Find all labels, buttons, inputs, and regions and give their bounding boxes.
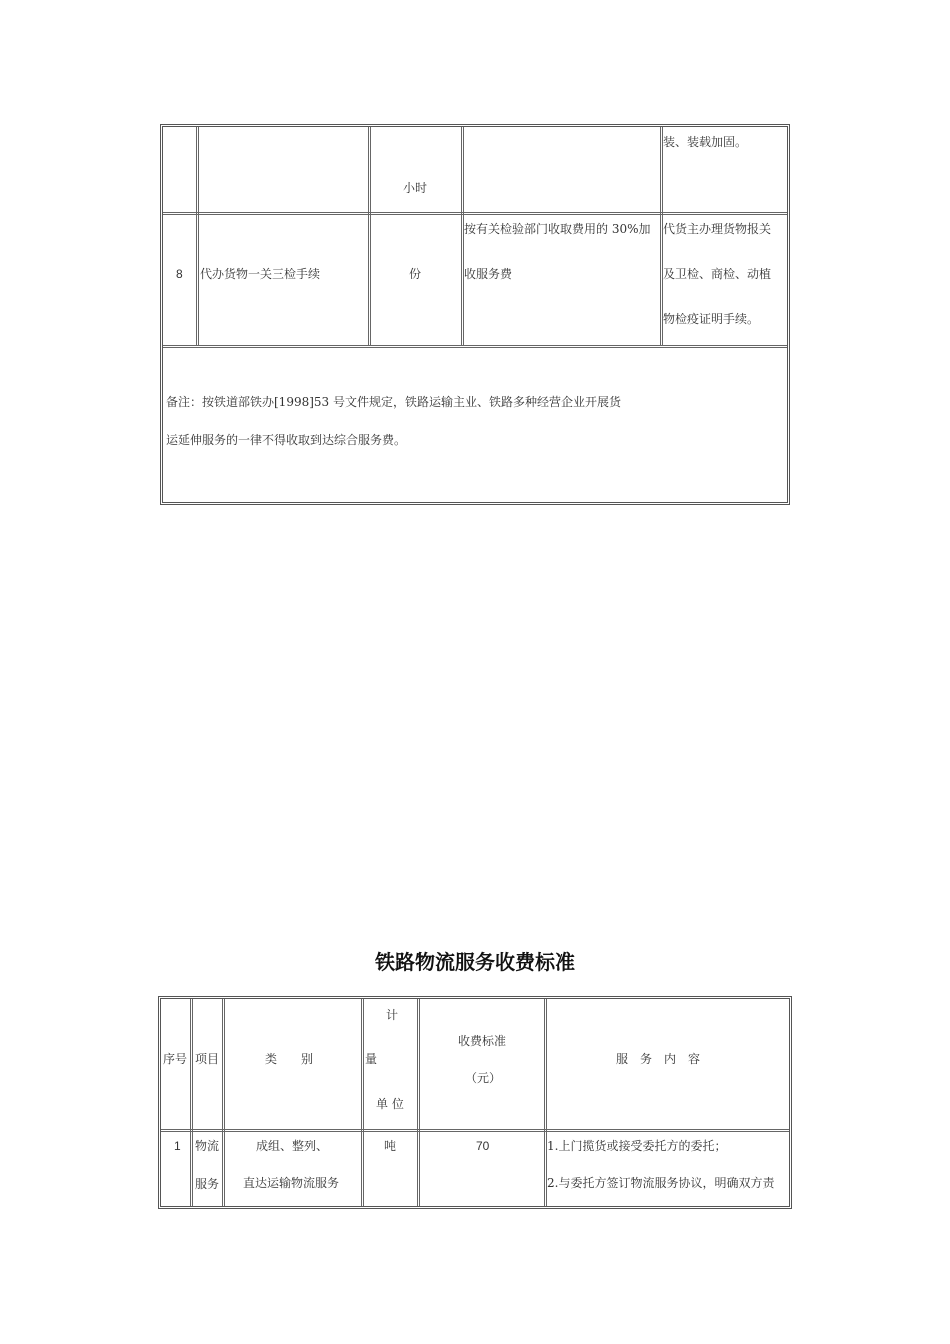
column-divider — [463, 127, 464, 345]
content-cell: 物检疫证明手续。 — [663, 312, 760, 326]
header-fee: （元） — [465, 1071, 502, 1085]
header-category: 类 别 — [265, 1052, 314, 1066]
content-cell: 2.与委托方签订物流服务协议，明确双方责 — [547, 1176, 775, 1190]
column-divider — [417, 999, 418, 1206]
logistics-fee-table — [158, 996, 792, 1209]
fee-cell: 按有关检验部门收取费用的 30%加 — [464, 222, 651, 236]
column-divider — [224, 999, 225, 1206]
content-cell: 代货主办理货物报关 — [663, 222, 772, 236]
row-divider — [163, 345, 787, 346]
category-cell: 成组、整列、 — [256, 1139, 329, 1153]
content-cell: 及卫检、商检、动植 — [663, 267, 772, 281]
header-unit: 计 — [386, 1008, 399, 1022]
unit-cell: 小时 — [403, 181, 428, 195]
row-divider — [163, 214, 787, 215]
column-divider — [196, 127, 197, 345]
fee-cell: 70 — [476, 1139, 490, 1153]
item-cell: 代办货物一关三检手续 — [200, 267, 321, 281]
unit-cell: 吨 — [384, 1139, 397, 1153]
header-content: 服 务 内 容 — [616, 1052, 701, 1066]
column-divider — [370, 127, 371, 345]
fee-cell: 收服务费 — [464, 267, 513, 281]
header-unit: 单 位 — [376, 1097, 404, 1111]
column-divider — [544, 999, 545, 1206]
row-divider — [161, 1129, 789, 1130]
header-no: 序号 — [163, 1052, 188, 1066]
content-cell: 装、装载加固。 — [663, 135, 748, 149]
row-divider — [163, 212, 787, 213]
fee-table-continued — [160, 124, 790, 505]
column-divider — [222, 999, 223, 1206]
header-unit: 量 — [365, 1052, 378, 1066]
row-divider — [163, 347, 787, 348]
header-fee: 收费标准 — [458, 1034, 507, 1048]
column-divider — [546, 999, 547, 1206]
unit-cell: 份 — [409, 267, 422, 281]
column-divider — [363, 999, 364, 1206]
column-divider — [361, 999, 362, 1206]
row-number: 1 — [174, 1139, 181, 1153]
item-cell: 服务 — [195, 1177, 220, 1191]
page-title: 铁路物流服务收费标准 — [375, 950, 575, 974]
note-text: 运延伸服务的一律不得收取到达综合服务费。 — [166, 433, 407, 447]
column-divider — [461, 127, 462, 345]
row-number: 8 — [176, 267, 183, 281]
column-divider — [192, 999, 193, 1206]
category-cell: 直达运输物流服务 — [243, 1176, 340, 1190]
row-divider — [161, 1131, 789, 1132]
column-divider — [419, 999, 420, 1206]
content-cell: 1.上门揽货或接受委托方的委托； — [547, 1139, 727, 1153]
column-divider — [368, 127, 369, 345]
column-divider — [660, 127, 661, 345]
note-text: 备注：按铁道部铁办[1998]53 号文件规定，铁路运输主业、铁路多种经营企业开展货 — [166, 395, 621, 409]
header-item: 项目 — [195, 1052, 220, 1066]
item-cell: 物流 — [195, 1139, 220, 1153]
column-divider — [190, 999, 191, 1206]
column-divider — [198, 127, 199, 345]
